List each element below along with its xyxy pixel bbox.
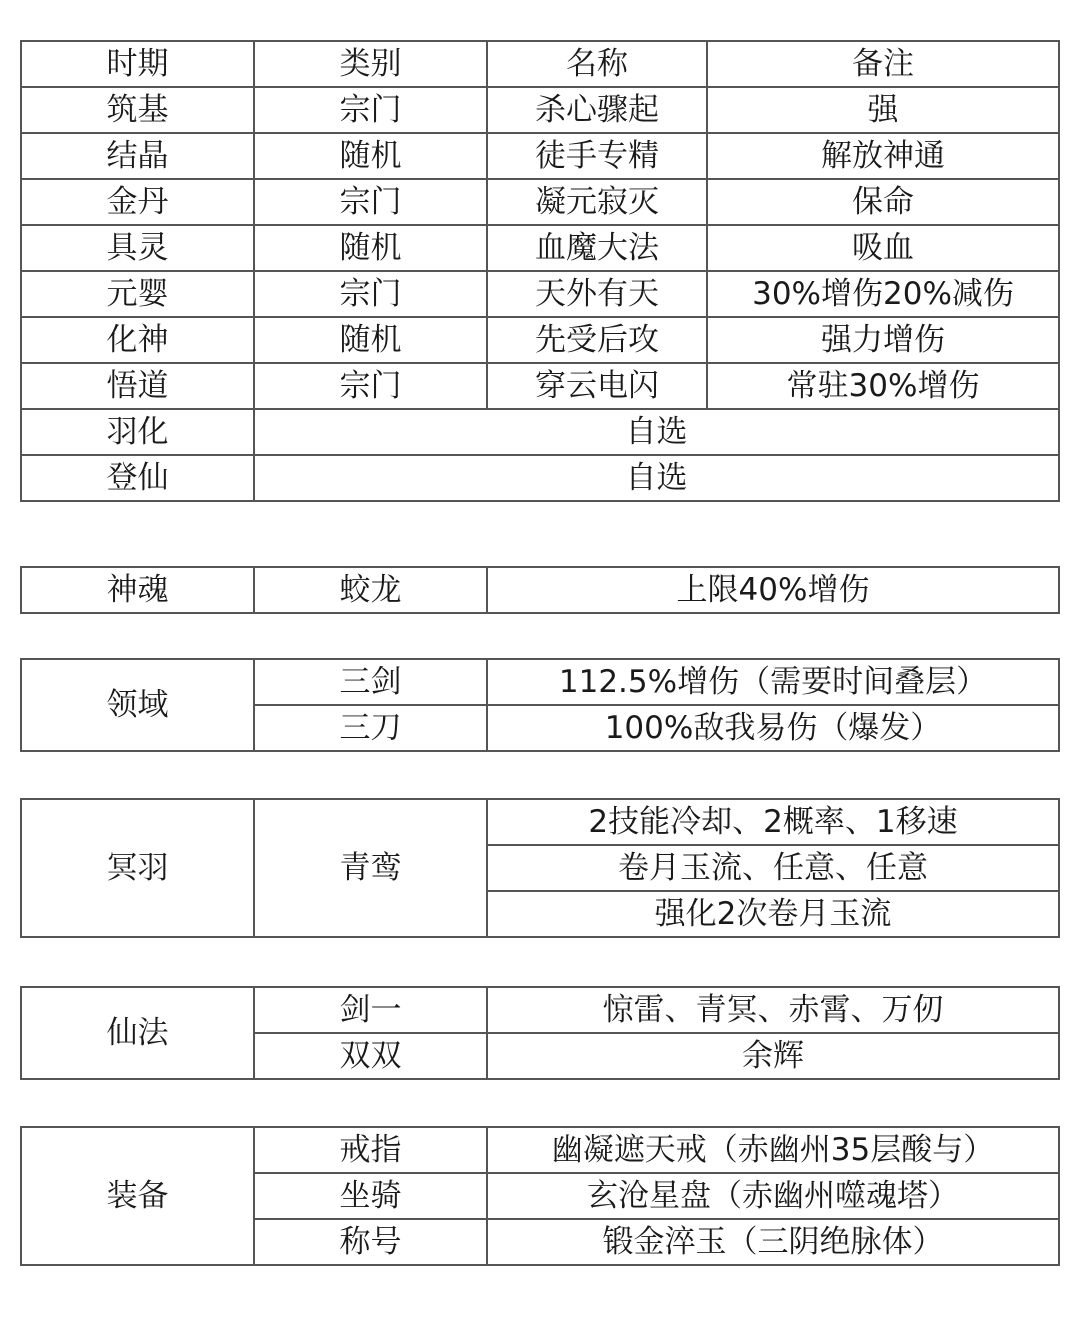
name-cell: 天外有天 — [487, 271, 707, 317]
period-cell: 金丹 — [21, 179, 254, 225]
note-cell: 解放神通 — [707, 133, 1059, 179]
table-row — [21, 363, 1059, 409]
note-cell: 2技能冷却、2概率、1移速 — [487, 799, 1059, 845]
name-cell: 穿云电闪 — [487, 363, 707, 409]
name-cell: 戒指 — [254, 1127, 487, 1173]
category-cell: 宗门 — [254, 363, 487, 409]
note-cell: 强力增伤 — [707, 317, 1059, 363]
name-cell: 双双 — [254, 1033, 487, 1079]
note-cell: 余辉 — [487, 1033, 1059, 1079]
table-row — [21, 225, 1059, 271]
table-row — [21, 1127, 1059, 1173]
table-row — [21, 87, 1059, 133]
period-cell: 元婴 — [21, 271, 254, 317]
table-row — [21, 987, 1059, 1033]
table-row — [21, 799, 1059, 845]
equipment-table — [20, 1126, 1060, 1266]
header-name: 名称 — [487, 41, 707, 87]
lingyu-table — [20, 658, 1060, 752]
header-period: 时期 — [21, 41, 254, 87]
category-cell: 宗门 — [254, 271, 487, 317]
note-cell: 30%增伤20%减伤 — [707, 271, 1059, 317]
name-cell: 先受后攻 — [487, 317, 707, 363]
name-cell: 三刀 — [254, 705, 487, 751]
note-cell: 玄沧星盘（赤幽州噬魂塔） — [487, 1173, 1059, 1219]
name-cell: 凝元寂灭 — [487, 179, 707, 225]
period-cell: 登仙 — [21, 455, 254, 501]
table-row — [21, 455, 1059, 501]
note-cell: 强化2次卷月玉流 — [487, 891, 1059, 937]
table-row — [21, 179, 1059, 225]
note-cell: 112.5%增伤（需要时间叠层） — [487, 659, 1059, 705]
note-cell: 上限40%增伤 — [487, 567, 1059, 613]
section-label: 装备 — [21, 1127, 254, 1265]
merged-choice-cell: 自选 — [254, 455, 1059, 501]
category-cell: 宗门 — [254, 179, 487, 225]
merged-choice-cell: 自选 — [254, 409, 1059, 455]
category-cell: 宗门 — [254, 87, 487, 133]
header-category: 类别 — [254, 41, 487, 87]
name-cell: 三剑 — [254, 659, 487, 705]
period-cell: 羽化 — [21, 409, 254, 455]
xianfa-table — [20, 986, 1060, 1080]
table-row — [21, 409, 1059, 455]
note-cell: 幽凝遮天戒（赤幽州35层酸与） — [487, 1127, 1059, 1173]
period-cell: 化神 — [21, 317, 254, 363]
note-cell: 吸血 — [707, 225, 1059, 271]
table-header-row — [21, 41, 1059, 87]
shenhun-table — [20, 566, 1060, 614]
name-cell: 杀心骤起 — [487, 87, 707, 133]
section-label: 领域 — [21, 659, 254, 751]
name-cell: 剑一 — [254, 987, 487, 1033]
section-label: 神魂 — [21, 567, 254, 613]
table-row — [21, 659, 1059, 705]
section-label: 仙法 — [21, 987, 254, 1079]
note-cell: 强 — [707, 87, 1059, 133]
table-row — [21, 133, 1059, 179]
section-label: 冥羽 — [21, 799, 254, 937]
name-cell: 青鸾 — [254, 799, 487, 937]
mingyu-table — [20, 798, 1060, 938]
note-cell: 保命 — [707, 179, 1059, 225]
name-cell: 称号 — [254, 1219, 487, 1265]
note-cell: 100%敌我易伤（爆发） — [487, 705, 1059, 751]
note-cell: 锻金淬玉（三阴绝脉体） — [487, 1219, 1059, 1265]
category-cell: 随机 — [254, 317, 487, 363]
cultivation-stage-table — [20, 40, 1060, 502]
name-cell: 蛟龙 — [254, 567, 487, 613]
period-cell: 具灵 — [21, 225, 254, 271]
period-cell: 筑基 — [21, 87, 254, 133]
name-cell: 坐骑 — [254, 1173, 487, 1219]
note-cell: 卷月玉流、任意、任意 — [487, 845, 1059, 891]
name-cell: 徒手专精 — [487, 133, 707, 179]
table-row — [21, 567, 1059, 613]
table-row — [21, 271, 1059, 317]
table-row — [21, 317, 1059, 363]
period-cell: 结晶 — [21, 133, 254, 179]
name-cell: 血魔大法 — [487, 225, 707, 271]
category-cell: 随机 — [254, 133, 487, 179]
category-cell: 随机 — [254, 225, 487, 271]
period-cell: 悟道 — [21, 363, 254, 409]
note-cell: 惊雷、青冥、赤霄、万仞 — [487, 987, 1059, 1033]
header-note: 备注 — [707, 41, 1059, 87]
note-cell: 常驻30%增伤 — [707, 363, 1059, 409]
